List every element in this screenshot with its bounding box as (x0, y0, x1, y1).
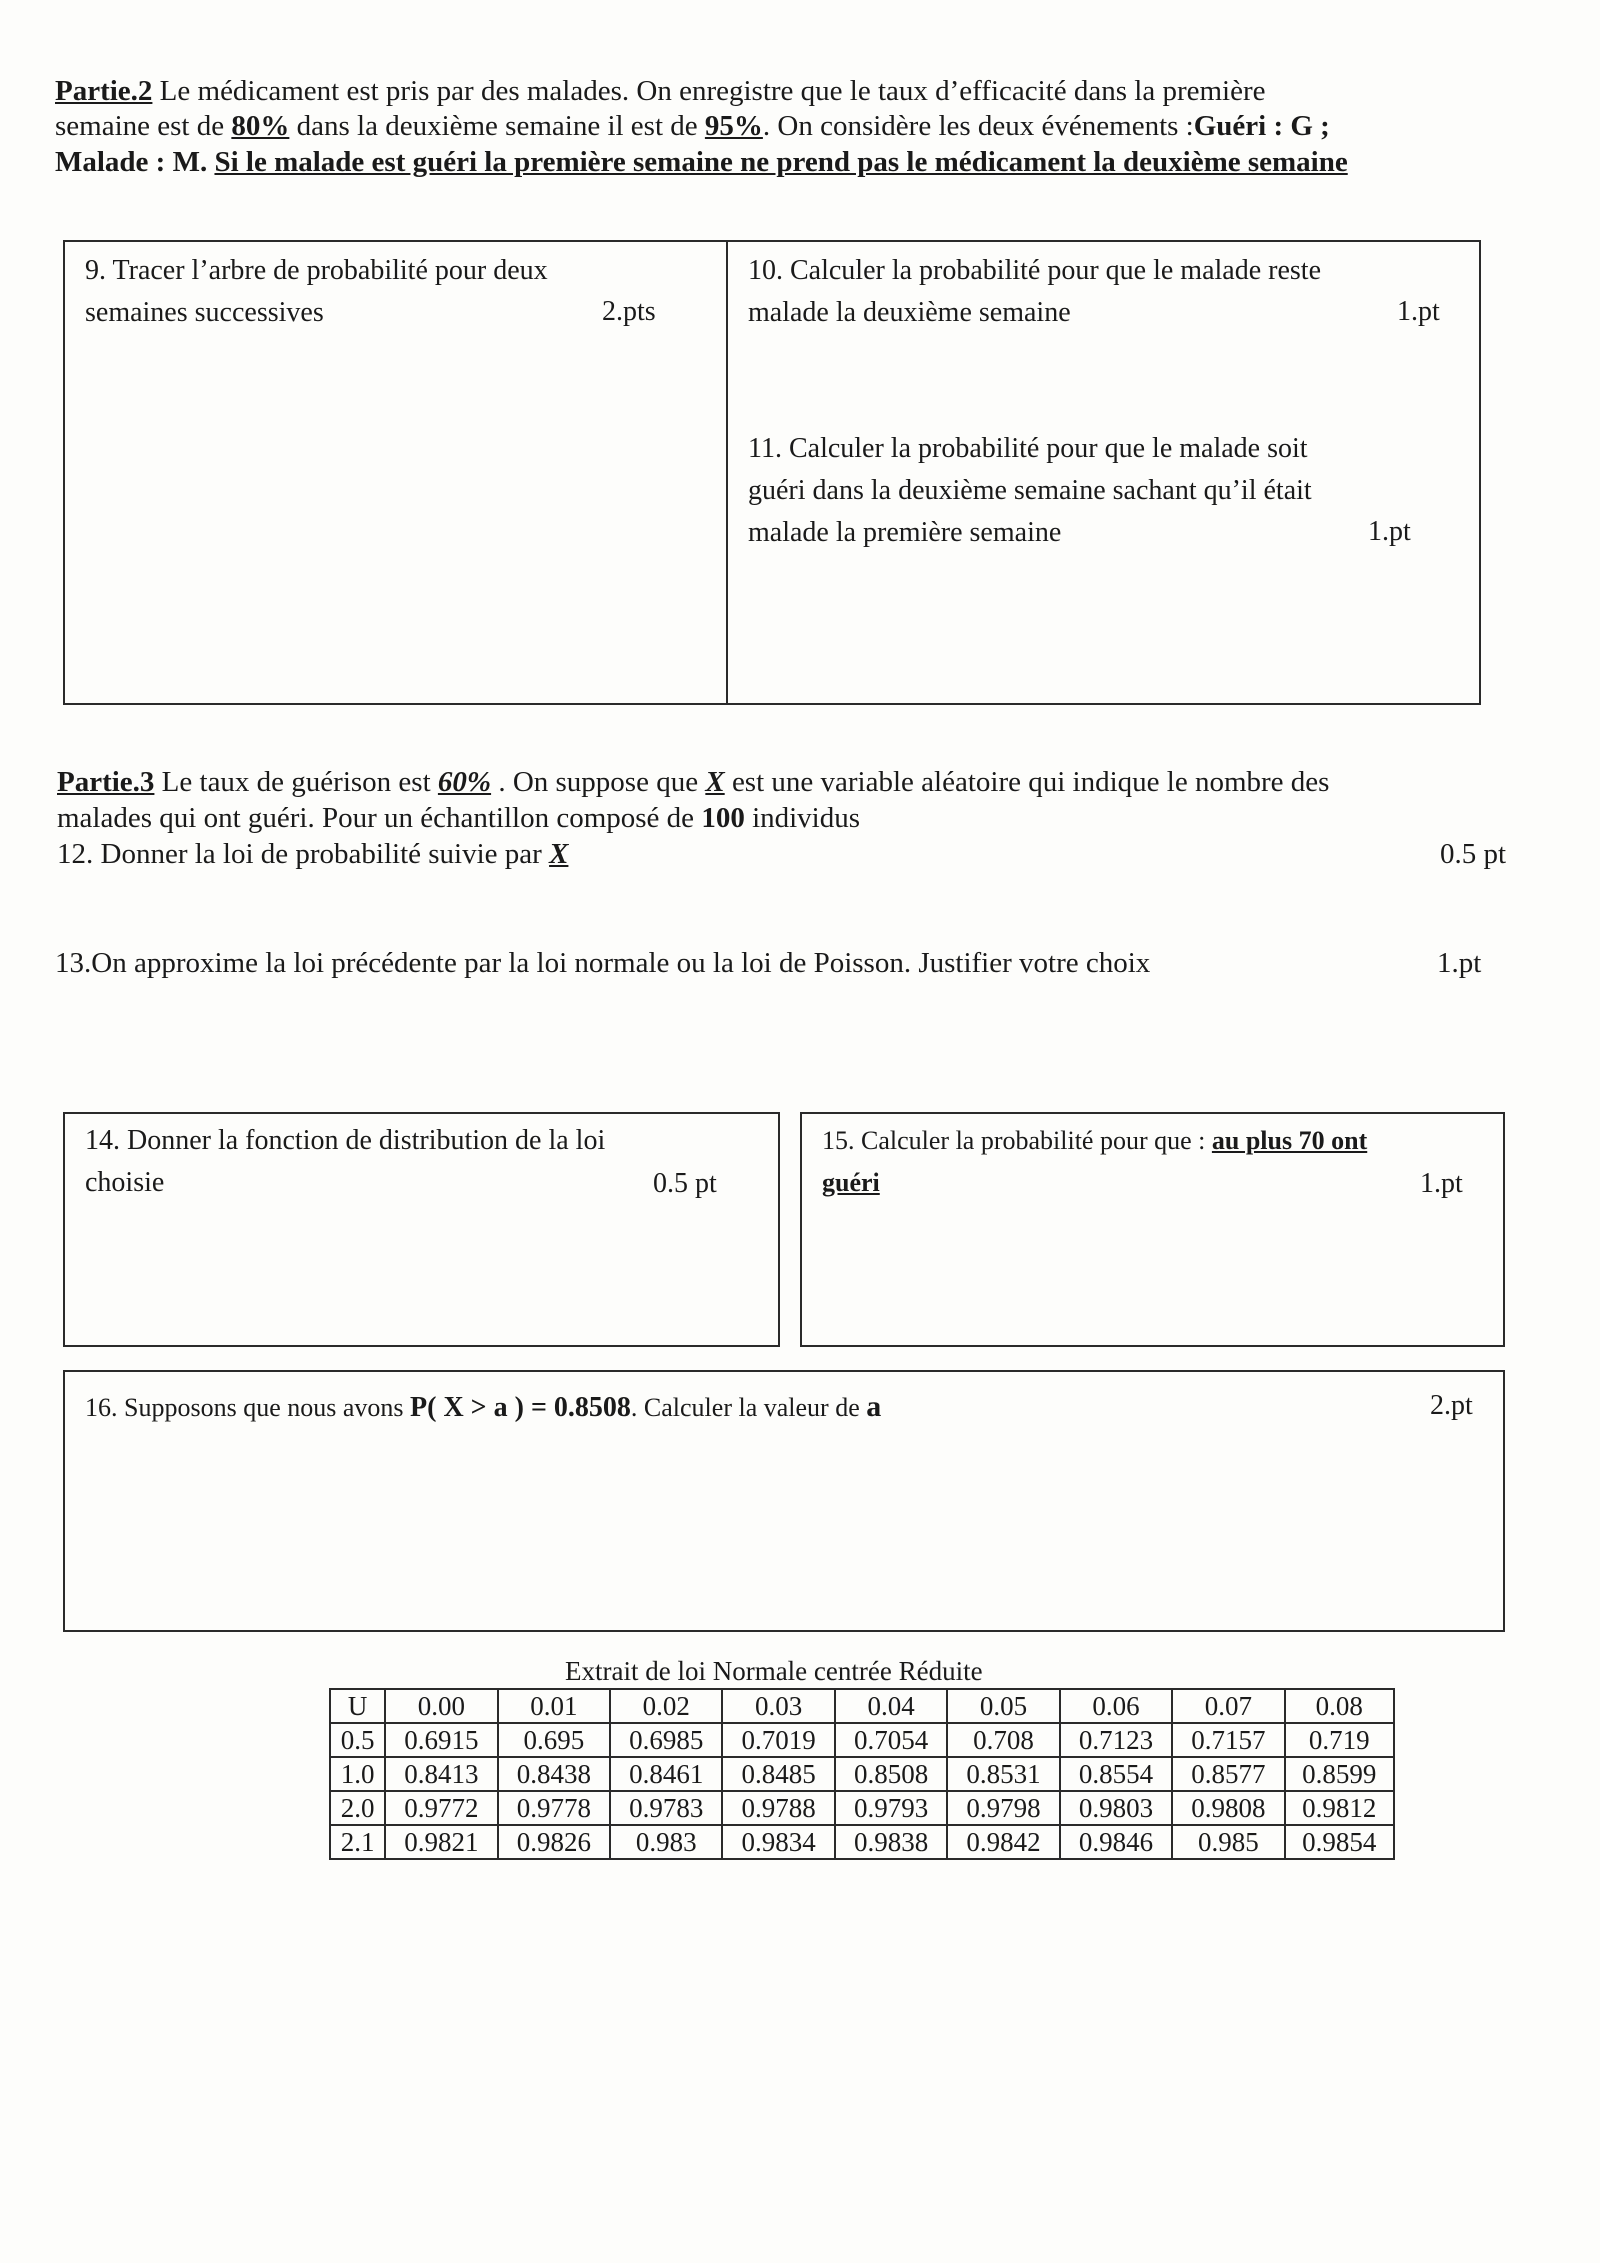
table-u-cell: 1.0 (330, 1757, 385, 1791)
q14-points: 0.5 pt (653, 1168, 717, 1199)
box-divider (726, 240, 728, 705)
q9-line1: 9. Tracer l’arbre de probabilité pour deux (85, 255, 548, 286)
partie3-line2-b: individus (744, 802, 861, 834)
table-cell: 0.8485 (722, 1757, 834, 1791)
partie3-line1 (57, 766, 1329, 799)
table-cell: 0.8554 (1060, 1757, 1172, 1791)
table-cell: 0.708 (947, 1723, 1059, 1757)
table-header-cell: 0.07 (1172, 1689, 1284, 1723)
q16-var: a (866, 1390, 882, 1423)
table-cell: 0.7157 (1172, 1723, 1284, 1757)
table-header-cell: 0.01 (498, 1689, 610, 1723)
table-header-cell: 0.08 (1285, 1689, 1394, 1723)
table-cell: 0.8461 (610, 1757, 722, 1791)
table-u-cell: 0.5 (330, 1723, 385, 1757)
q16-formula: P( X > a ) = 0.8508 (410, 1392, 631, 1423)
q9-line2: semaines successives (85, 297, 324, 328)
rate-cure: 60% (437, 766, 492, 798)
q15-emph2: guéri (822, 1168, 880, 1197)
event-g: Guéri : G ; (1193, 110, 1330, 142)
q13-points: 1.pt (1437, 947, 1482, 979)
q11-line3: malade la première semaine (748, 517, 1062, 548)
table-cell: 0.9808 (1172, 1791, 1284, 1825)
table-cell: 0.9772 (385, 1791, 497, 1825)
table-cell: 0.9834 (722, 1825, 834, 1859)
table-cell: 0.9788 (722, 1791, 834, 1825)
table-cell: 0.7019 (722, 1723, 834, 1757)
q15 (822, 1120, 1367, 1204)
q15-points: 1.pt (1420, 1168, 1463, 1199)
table-header-cell: 0.04 (835, 1689, 947, 1723)
table-cell: 0.8577 (1172, 1757, 1284, 1791)
table-row (330, 1791, 1394, 1825)
table-cell: 0.9846 (1060, 1825, 1172, 1859)
partie2-line1-text: Le médicament est pris par des malades. On enregistre que le taux d’efficacité dans la première (152, 75, 1266, 107)
table-header-cell: 0.02 (610, 1689, 722, 1723)
table-cell: 0.9793 (835, 1791, 947, 1825)
q16 (85, 1386, 881, 1429)
q14 (85, 1120, 605, 1204)
table-cell: 0.719 (1285, 1723, 1394, 1757)
partie2-line3 (55, 146, 1348, 179)
q10-points: 1.pt (1397, 296, 1440, 327)
condition-text: Si le malade est guéri la première semaine ne prend pas le médicament la deuxième semaine (214, 146, 1348, 178)
partie2-line2-a: semaine est de (55, 110, 232, 142)
event-m: Malade : M. (55, 146, 208, 178)
table-cell: 0.9803 (1060, 1791, 1172, 1825)
table-cell: 0.9778 (498, 1791, 610, 1825)
partie3-label: Partie.3 (57, 766, 155, 798)
table-caption: Extrait de loi Normale centrée Réduite (565, 1656, 983, 1686)
q12-var: X (549, 838, 569, 870)
normal-table (329, 1688, 1395, 1860)
q10-line1: 10. Calculer la probabilité pour que le malade reste (748, 255, 1322, 286)
q9-points: 2.pts (602, 296, 656, 327)
table-cell: 0.8531 (947, 1757, 1059, 1791)
table-cell: 0.8413 (385, 1757, 497, 1791)
partie2-line2-c: . On considère les deux événements : (762, 110, 1194, 142)
q15-emph1: au plus 70 ont (1211, 1126, 1368, 1155)
q16-points: 2.pt (1430, 1390, 1473, 1421)
q13-text: 13.On approxime la loi précédente par la loi normale ou la loi de Poisson. Justifier votre choix (55, 947, 1151, 979)
table-cell: 0.695 (498, 1723, 610, 1757)
table-cell: 0.6915 (385, 1723, 497, 1757)
q14-line1: 14. Donner la fonction de distribution de la loi (85, 1125, 606, 1156)
table-cell: 0.9838 (835, 1825, 947, 1859)
q11-line2: guéri dans la deuxième semaine sachant qu’il était (748, 475, 1312, 506)
table-cell: 0.8599 (1285, 1757, 1394, 1791)
table-cell: 0.9842 (947, 1825, 1059, 1859)
q16-text-b: . Calculer la valeur de (630, 1393, 867, 1422)
rate-week1: 80% (231, 110, 290, 142)
table-cell: 0.7123 (1060, 1723, 1172, 1757)
partie3-line1-a: Le taux de guérison est (154, 766, 438, 798)
q9 (85, 250, 548, 334)
table-row (330, 1757, 1394, 1791)
q16-text-a: 16. Supposons que nous avons (85, 1393, 411, 1422)
table-cell: 0.985 (1172, 1825, 1284, 1859)
table-cell: 0.9826 (498, 1825, 610, 1859)
partie2-line2-b: dans la deuxième semaine il est de (289, 110, 705, 142)
table-cell: 0.9854 (1285, 1825, 1394, 1859)
partie3-line2-a: malades qui ont guéri. Pour un échantillon composé de (57, 802, 702, 834)
table-cell: 0.9812 (1285, 1791, 1394, 1825)
q11-points: 1.pt (1368, 516, 1411, 547)
rate-week2: 95% (704, 110, 763, 142)
partie3-line1-c: est une variable aléatoire qui indique le nombre des (724, 766, 1330, 798)
q14-line2: choisie (85, 1167, 165, 1198)
q15-text: 15. Calculer la probabilité pour que : (822, 1126, 1212, 1155)
table-header-cell: U (330, 1689, 385, 1723)
partie2-line1 (55, 75, 1266, 108)
table-header-cell: 0.05 (947, 1689, 1059, 1723)
partie3-line1-b: . On suppose que (491, 766, 706, 798)
table-u-cell: 2.0 (330, 1791, 385, 1825)
table-header-cell: 0.03 (722, 1689, 834, 1723)
table-cell: 0.9798 (947, 1791, 1059, 1825)
table-row (330, 1825, 1394, 1859)
table-header-row (330, 1689, 1394, 1723)
table-header-cell: 0.00 (385, 1689, 497, 1723)
table-cell: 0.6985 (610, 1723, 722, 1757)
table-cell: 0.9821 (385, 1825, 497, 1859)
partie2-line2 (55, 110, 1330, 143)
q10-line2: malade la deuxième semaine (748, 297, 1071, 328)
table-cell: 0.9783 (610, 1791, 722, 1825)
q11 (748, 428, 1312, 554)
table-u-cell: 2.1 (330, 1825, 385, 1859)
partie3-line2 (57, 802, 860, 835)
sample-size: 100 (701, 802, 745, 834)
q12-points: 0.5 pt (1440, 838, 1507, 870)
table-row (330, 1723, 1394, 1757)
partie2-label: Partie.2 (55, 75, 153, 107)
q12 (57, 838, 568, 871)
q12-text: 12. Donner la loi de probabilité suivie par (57, 838, 550, 870)
table-cell: 0.983 (610, 1825, 722, 1859)
table-header-cell: 0.06 (1060, 1689, 1172, 1723)
q11-line1: 11. Calculer la probabilité pour que le malade soit (748, 433, 1308, 464)
q10 (748, 250, 1321, 334)
var-x: X (705, 766, 725, 798)
table-cell: 0.8508 (835, 1757, 947, 1791)
table-cell: 0.7054 (835, 1723, 947, 1757)
table-cell: 0.8438 (498, 1757, 610, 1791)
